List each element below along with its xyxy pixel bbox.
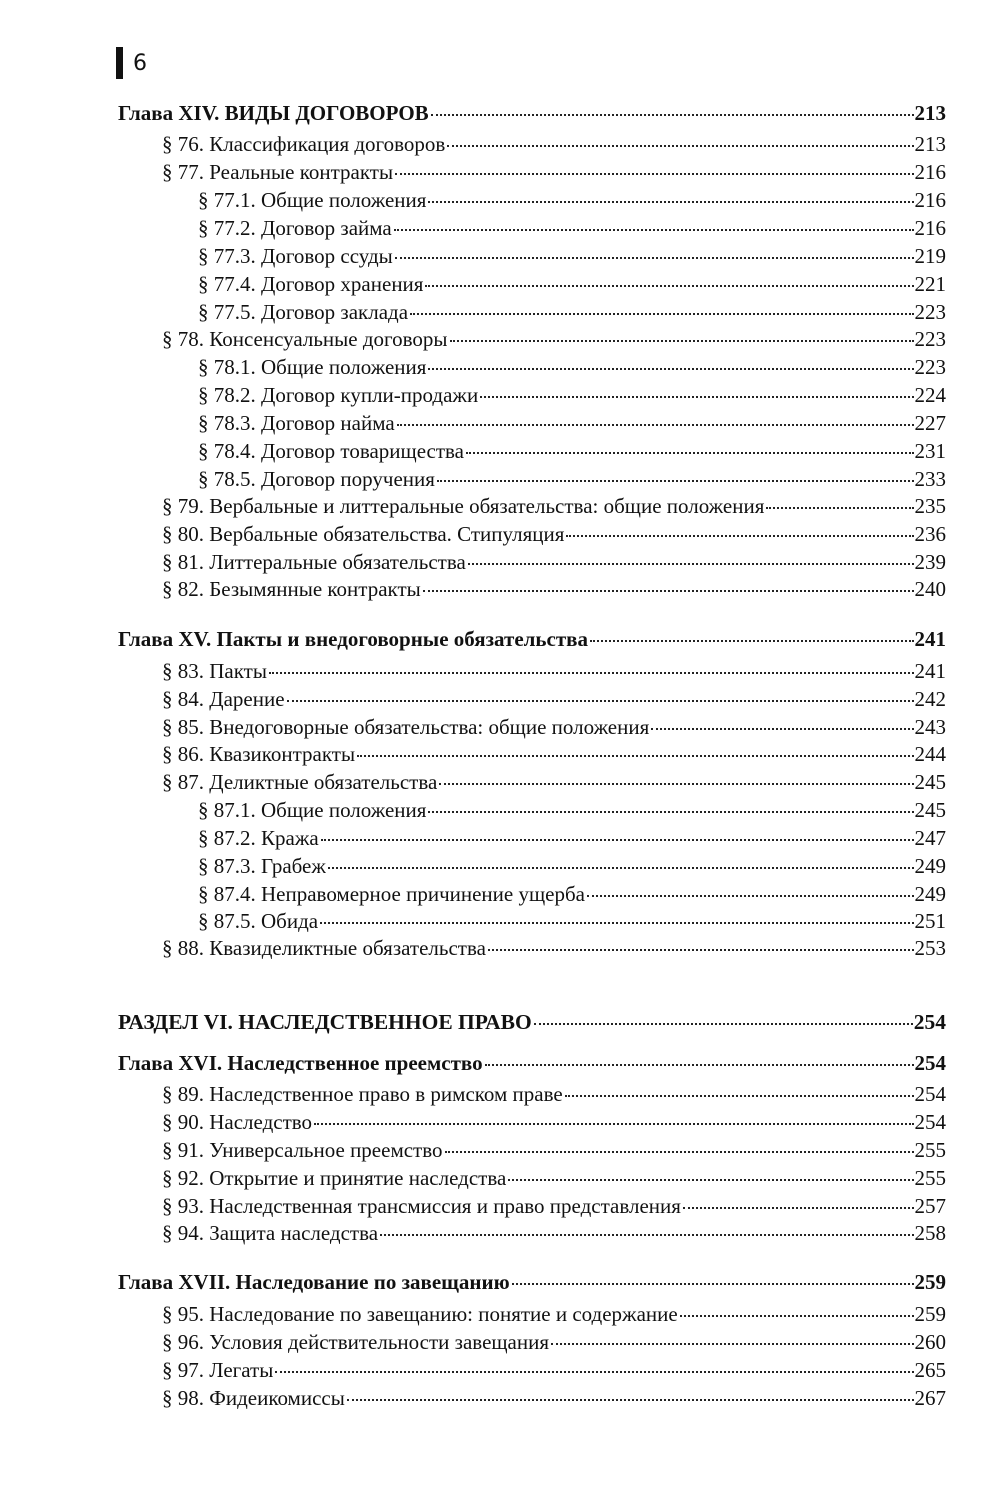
toc-entry-page: 249 bbox=[914, 854, 946, 878]
toc-entry-page: 245 bbox=[914, 798, 946, 822]
toc-chapter bbox=[118, 626, 946, 652]
dot-leader bbox=[380, 1234, 913, 1236]
dot-leader bbox=[566, 535, 913, 537]
dot-leader bbox=[397, 424, 914, 426]
dot-leader bbox=[275, 1371, 913, 1373]
toc-entry-title: § 76. Классификация договоров bbox=[162, 132, 446, 156]
toc-entry-title: § 89. Наследственное право в римском праве bbox=[162, 1082, 563, 1106]
toc-section bbox=[118, 686, 946, 712]
dot-leader bbox=[766, 507, 913, 509]
toc-subsection bbox=[118, 797, 946, 823]
dot-leader bbox=[321, 839, 914, 841]
toc-entry-page: 254 bbox=[914, 1051, 946, 1075]
toc-entry-title: Глава XVII. Наследование по завещанию bbox=[118, 1270, 510, 1294]
dot-leader bbox=[508, 1179, 913, 1181]
toc-section bbox=[118, 131, 946, 157]
dot-leader bbox=[485, 1064, 914, 1066]
toc-chapter bbox=[118, 1269, 946, 1295]
toc-entry-page: 260 bbox=[914, 1330, 946, 1354]
toc-entry-page: 245 bbox=[914, 770, 946, 794]
dot-leader bbox=[410, 313, 913, 315]
page-number: 6 bbox=[133, 50, 147, 76]
dot-leader bbox=[425, 285, 913, 287]
toc-subsection bbox=[118, 825, 946, 851]
toc-section bbox=[118, 935, 946, 961]
toc-entry-title: Глава XV. Пакты и внедоговорные обязательства bbox=[118, 627, 589, 651]
dot-leader bbox=[488, 949, 914, 951]
toc-chapter bbox=[118, 1050, 946, 1076]
toc-section bbox=[118, 326, 946, 352]
toc-entry-title: § 98. Фидеикомиссы bbox=[162, 1386, 345, 1410]
toc-subsection bbox=[118, 187, 946, 213]
toc-entry-page: 223 bbox=[914, 327, 946, 351]
toc-entry-page: 216 bbox=[914, 188, 946, 212]
dot-leader bbox=[428, 368, 913, 370]
toc-entry-page: 240 bbox=[914, 577, 946, 601]
toc-entry-page: 255 bbox=[914, 1166, 946, 1190]
toc-subsection bbox=[118, 243, 946, 269]
dot-leader bbox=[269, 672, 914, 674]
toc-entry-title: § 83. Пакты bbox=[162, 659, 267, 683]
toc-section bbox=[118, 1165, 946, 1191]
toc-entry-page: 213 bbox=[914, 101, 946, 125]
toc-entry-page: 236 bbox=[914, 522, 946, 546]
toc-section bbox=[118, 493, 946, 519]
dot-leader bbox=[314, 1123, 913, 1125]
toc-entry-page: 259 bbox=[914, 1302, 946, 1326]
dot-leader bbox=[534, 1023, 913, 1025]
toc-section bbox=[118, 549, 946, 575]
toc-part bbox=[118, 1009, 946, 1035]
toc-entry-title: § 79. Вербальные и литтеральные обязательства: общие положения bbox=[162, 494, 765, 518]
toc-subsection bbox=[118, 382, 946, 408]
toc-section bbox=[118, 1081, 946, 1107]
toc-entry-page: 235 bbox=[914, 494, 946, 518]
toc-entry-title: § 78.1. Общие положения bbox=[198, 355, 427, 379]
toc-section bbox=[118, 658, 946, 684]
toc-section bbox=[118, 576, 946, 602]
toc-entry-title: Глава XIV. ВИДЫ ДОГОВОРОВ bbox=[118, 101, 429, 125]
toc-subsection bbox=[118, 908, 946, 934]
toc-entry-title: § 87. Деликтные обязательства bbox=[162, 770, 438, 794]
dot-leader bbox=[565, 1095, 914, 1097]
toc-entry-title: § 92. Открытие и принятие наследства bbox=[162, 1166, 507, 1190]
toc-entry-page: 216 bbox=[914, 160, 946, 184]
toc-entry-page: 224 bbox=[914, 383, 946, 407]
toc-entry-page: 255 bbox=[914, 1138, 946, 1162]
toc-entry-title: РАЗДЕЛ VI. НАСЛЕДСТВЕННОЕ ПРАВО bbox=[118, 1010, 532, 1034]
toc-subsection bbox=[118, 299, 946, 325]
toc-section bbox=[118, 1357, 946, 1383]
toc-entry-title: § 87.5. Обида bbox=[198, 909, 319, 933]
toc-entry-page: 227 bbox=[914, 411, 946, 435]
dot-leader bbox=[357, 755, 913, 757]
toc-entry-title: § 84. Дарение bbox=[162, 687, 285, 711]
dot-leader bbox=[445, 1151, 914, 1153]
toc-entry-title: § 91. Универсальное преемство bbox=[162, 1138, 443, 1162]
toc-entry-page: 244 bbox=[914, 742, 946, 766]
toc-entry-title: § 77.5. Договор заклада bbox=[198, 300, 409, 324]
dot-leader bbox=[347, 1399, 914, 1401]
toc-entry-title: § 77.4. Договор хранения bbox=[198, 272, 424, 296]
toc-entry-page: 259 bbox=[914, 1270, 946, 1294]
toc-entry-page: 231 bbox=[914, 439, 946, 463]
toc-section bbox=[118, 1385, 946, 1411]
toc-entry-page: 247 bbox=[914, 826, 946, 850]
toc-entry-page: 223 bbox=[914, 355, 946, 379]
dot-leader bbox=[447, 145, 913, 147]
toc-section bbox=[118, 1301, 946, 1327]
toc-subsection bbox=[118, 853, 946, 879]
toc-entry-page: 254 bbox=[913, 1010, 946, 1034]
dot-leader bbox=[428, 201, 913, 203]
toc-entry-title: § 87.1. Общие положения bbox=[198, 798, 427, 822]
toc-section bbox=[118, 1220, 946, 1246]
toc-entry-page: 213 bbox=[914, 132, 946, 156]
toc-section bbox=[118, 1137, 946, 1163]
dot-leader bbox=[320, 922, 913, 924]
toc-entry-page: 242 bbox=[914, 687, 946, 711]
toc-entry-page: 219 bbox=[914, 244, 946, 268]
toc-entry-page: 257 bbox=[914, 1194, 946, 1218]
toc-entry-page: 254 bbox=[914, 1082, 946, 1106]
dot-leader bbox=[395, 257, 914, 259]
toc-section bbox=[118, 1193, 946, 1219]
toc-entry-title: Глава XVI. Наследственное преемство bbox=[118, 1051, 483, 1075]
toc-entry-page: 267 bbox=[914, 1386, 946, 1410]
toc-entry-title: § 78.5. Договор поручения bbox=[198, 467, 435, 491]
dot-leader bbox=[439, 783, 913, 785]
dot-leader bbox=[590, 640, 913, 642]
dot-leader bbox=[468, 563, 914, 565]
dot-leader bbox=[423, 590, 914, 592]
toc-entry-title: § 95. Наследование по завещанию: понятие и содержание bbox=[162, 1302, 678, 1326]
toc-entry-page: 216 bbox=[914, 216, 946, 240]
toc-entry-page: 221 bbox=[914, 272, 946, 296]
dot-leader bbox=[395, 173, 913, 175]
toc-entry-title: § 86. Квазиконтракты bbox=[162, 742, 356, 766]
toc-entry-title: § 87.3. Грабеж bbox=[198, 854, 326, 878]
dot-leader bbox=[328, 867, 914, 869]
toc-entry-page: 233 bbox=[914, 467, 946, 491]
toc-entry-title: § 78.4. Договор товарищества bbox=[198, 439, 465, 463]
toc-entry-title: § 96. Условия действительности завещания bbox=[162, 1330, 550, 1354]
dot-leader bbox=[466, 452, 913, 454]
dot-leader bbox=[651, 728, 913, 730]
toc-entry-title: § 87.4. Неправомерное причинение ущерба bbox=[198, 882, 585, 906]
dot-leader bbox=[587, 895, 914, 897]
toc-entry-title: § 78.2. Договор купли-продажи bbox=[198, 383, 479, 407]
dot-leader bbox=[480, 396, 913, 398]
toc-entry-page: 239 bbox=[914, 550, 946, 574]
toc-entry-title: § 87.2. Кража bbox=[198, 826, 319, 850]
toc-entry-page: 223 bbox=[914, 300, 946, 324]
toc-subsection bbox=[118, 271, 946, 297]
toc-entry-title: § 88. Квазиделиктные обязательства bbox=[162, 936, 486, 960]
dot-leader bbox=[551, 1343, 913, 1345]
toc-section bbox=[118, 769, 946, 795]
toc-entry-page: 241 bbox=[914, 627, 946, 651]
toc-entry-title: § 94. Защита наследства bbox=[162, 1221, 379, 1245]
toc-entry-title: § 77. Реальные контракты bbox=[162, 160, 394, 184]
toc-subsection bbox=[118, 354, 946, 380]
toc-section bbox=[118, 741, 946, 767]
dot-leader bbox=[512, 1283, 914, 1285]
toc-section bbox=[118, 159, 946, 185]
dot-leader bbox=[450, 340, 914, 342]
toc-entry-title: § 77.3. Договор ссуды bbox=[198, 244, 393, 268]
dot-leader bbox=[428, 811, 913, 813]
toc-section bbox=[118, 714, 946, 740]
toc-entry-title: § 97. Легаты bbox=[162, 1358, 274, 1382]
toc-entry-page: 241 bbox=[914, 659, 946, 683]
toc-entry-page: 265 bbox=[914, 1358, 946, 1382]
toc-section bbox=[118, 1109, 946, 1135]
toc-entry-title: § 77.2. Договор займа bbox=[198, 216, 392, 240]
toc-entry-title: § 78.3. Договор найма bbox=[198, 411, 395, 435]
page-marker-bar bbox=[116, 47, 123, 79]
toc-chapter bbox=[118, 100, 946, 126]
dot-leader bbox=[287, 700, 914, 702]
toc-section bbox=[118, 521, 946, 547]
toc-entry-title: § 90. Наследство bbox=[162, 1110, 313, 1134]
toc-subsection bbox=[118, 881, 946, 907]
toc-entry-page: 243 bbox=[914, 715, 946, 739]
toc-entry-page: 251 bbox=[914, 909, 946, 933]
toc-entry-title: § 85. Внедоговорные обязательства: общие положения bbox=[162, 715, 650, 739]
dot-leader bbox=[680, 1315, 914, 1317]
toc-entry-title: § 93. Наследственная трансмиссия и право представления bbox=[162, 1194, 681, 1218]
toc-subsection bbox=[118, 215, 946, 241]
toc-subsection bbox=[118, 410, 946, 436]
toc-entry-title: § 82. Безымянные контракты bbox=[162, 577, 421, 601]
dot-leader bbox=[437, 480, 914, 482]
toc-entry-page: 249 bbox=[914, 882, 946, 906]
dot-leader bbox=[394, 229, 914, 231]
toc-entry-title: § 77.1. Общие положения bbox=[198, 188, 427, 212]
page-header bbox=[116, 46, 147, 80]
toc-entry-title: § 81. Литтеральные обязательства bbox=[162, 550, 466, 574]
toc-entry-title: § 80. Вербальные обязательства. Стипуляция bbox=[162, 522, 565, 546]
dot-leader bbox=[431, 114, 914, 116]
toc-section bbox=[118, 1329, 946, 1355]
toc-entry-page: 253 bbox=[914, 936, 946, 960]
toc-entry-page: 258 bbox=[914, 1221, 946, 1245]
toc-subsection bbox=[118, 466, 946, 492]
toc-entry-title: § 78. Консенсуальные договоры bbox=[162, 327, 448, 351]
toc-subsection bbox=[118, 438, 946, 464]
toc-entry-page: 254 bbox=[914, 1110, 946, 1134]
dot-leader bbox=[683, 1207, 914, 1209]
